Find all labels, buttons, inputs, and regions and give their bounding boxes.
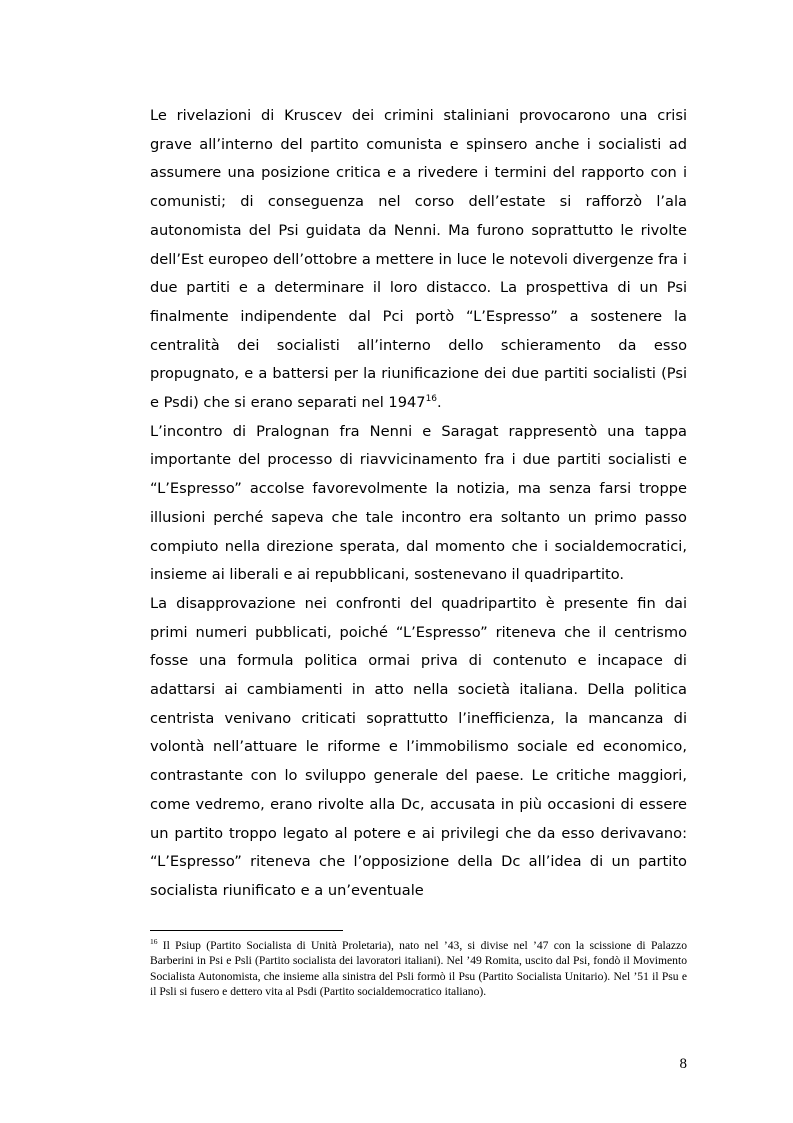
footnote-text: Il Psiup (Partito Socialista di Unità Proletaria), nato nel ’43, si divise nel ’47 con la scissione di Palazzo Barberini in Psi e Psli (Partito socialista dei lavoratori italiani). Nel ’49 Romita, uscito dal Psi, fondò il Movimento Socialista Autonomista, che insieme alla sinistra del Psli formò il Psu (Partito Socialista Unitario). Nel ’51 il Psu e il Psli si fusero e dettero vita al Psdi (Partito socialdemocratico italiano). (150, 939, 687, 998)
paragraph-end: . (437, 394, 442, 412)
footnote-reference[interactable]: 16 (425, 394, 438, 405)
footnote-number: 16 (150, 937, 158, 947)
page-number: 8 (679, 1056, 687, 1072)
footnote (150, 938, 687, 999)
paragraph-text: Le rivelazioni di Kruscev dei crimini staliniani provocarono una crisi grave all’interno del partito comunista e spinsero anche i socialisti ad assumere una posizione critica e a rivedere i termini del rapporto con i comunisti; di conseguenza nel corso dell’estate si rafforzò l’ala autonomista del Psi guidata da Nenni. Ma furono soprattutto le rivolte dell’Est europeo dell’ottobre a mettere in luce le notevoli divergenze fra i due partiti e a determinare il loro distacco. La prospettiva di un Psi finalmente indipendente dal Pci portò “L’Espresso” a sostenere la centralità dei socialisti all’interno dello schieramento da esso propugnato, e a battersi per la riunificazione dei due partiti socialisti (Psi e Psdi) che si erano separati nel 1947 (150, 107, 687, 412)
paragraph-kruscev (150, 102, 687, 418)
paragraph-quadripartito: La disapprovazione nei confronti del quadripartito è presente fin dai primi numeri pubblicati, poiché “L’Espresso” riteneva che il centrismo fosse una formula politica ormai priva di contenuto e incapace di adattarsi ai cambiamenti in atto nella società italiana. Della politica centrista venivano criticati soprattutto l’inefficienza, la mancanza di volontà nell’attuare le riforme e l’immobilismo sociale ed economico, contrastante con lo sviluppo generale del paese. Le critiche maggiori, come vedremo, erano rivolte alla Dc, accusata in più occasioni di essere un partito troppo legato al potere e ai privilegi che da esso derivavano: “L’Espresso” riteneva che l’opposizione della Dc all’idea di un partito socialista riunificato e a un’eventuale (150, 594, 687, 899)
paragraph-pralognan: L’incontro di Pralognan fra Nenni e Saragat rappresentò una tappa importante del processo di riavvicinamento fra i due partiti socialisti e “L’Espresso” accolse favorevolmente la notizia, ma senza farsi troppe illusioni perché sapeva che tale incontro era soltanto un primo passo compiuto nella direzione sperata, dal momento che i socialdemocratici, insieme ai liberali e ai repubblicani, sostenevano il quadripartito. (150, 422, 687, 584)
footnote-divider (150, 930, 343, 931)
main-text (150, 102, 687, 906)
